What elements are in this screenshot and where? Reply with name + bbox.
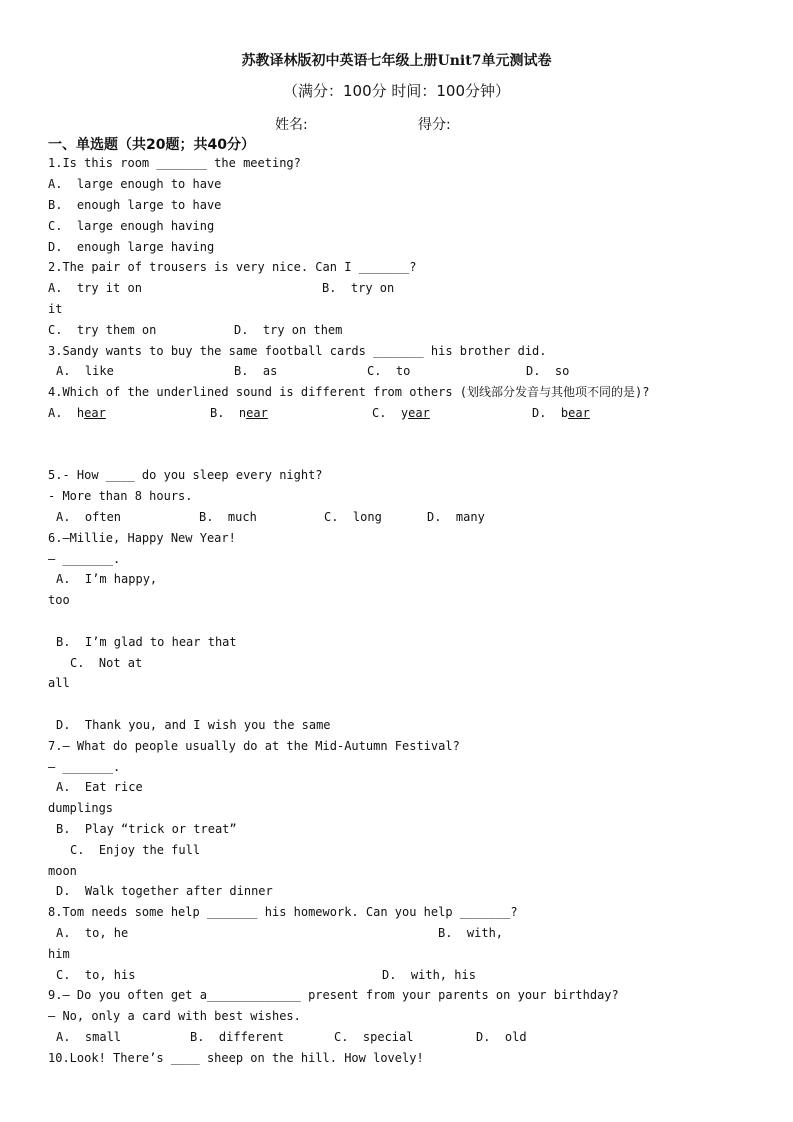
q7-reply: — _______.: [48, 760, 121, 774]
q4-option-b: B. near: [210, 406, 268, 420]
q7-stem: 7.— What do people usually do at the Mid-Autumn Festival?: [48, 739, 460, 753]
q9-option-c: C. special: [334, 1030, 414, 1044]
q4-option-d: D. bear: [532, 406, 590, 420]
q9-option-d: D. old: [476, 1030, 527, 1044]
q7-option-c: C. Enjoy the full: [70, 843, 201, 857]
q3-option-d: D. so: [526, 364, 570, 378]
q6-reply: — _______.: [48, 552, 121, 566]
q8-option-a: A. to, he: [56, 926, 129, 940]
q6-stem: 6.—Millie, Happy New Year!: [48, 531, 236, 545]
q6-option-d: D. Thank you, and I wish you the same: [56, 718, 331, 732]
q7-option-b: B. Play “trick or treat”: [56, 822, 237, 836]
q7-option-c-wrap: moon: [48, 864, 77, 878]
q3-stem: 3.Sandy wants to buy the same football cards _______ his brother did.: [48, 344, 547, 358]
q5-option-b: B. much: [199, 510, 257, 524]
q3-option-b: B. as: [234, 364, 278, 378]
q3-option-a: A. like: [56, 364, 114, 378]
q9-reply: — No, only a card with best wishes.: [48, 1009, 301, 1023]
q1-option-a: A. large enough to have: [48, 177, 222, 191]
q2-option-b-wrap: it: [48, 302, 63, 316]
q9-option-b: B. different: [190, 1030, 284, 1044]
q2-option-b: B. try on: [322, 281, 395, 295]
q8-stem: 8.Tom needs some help _______ his homework. Can you help _______?: [48, 905, 518, 919]
q8-option-b-wrap: him: [48, 947, 70, 961]
q6-option-b: B. I’m glad to hear that: [56, 635, 237, 649]
q8-option-d: D. with, his: [382, 968, 476, 982]
q5-option-c: C. long: [324, 510, 382, 524]
q5-stem: 5.- How ____ do you sleep every night?: [48, 468, 323, 482]
q9-stem: 9.— Do you often get a_____________ present from your parents on your birthday?: [48, 988, 619, 1002]
q5-option-d: D. many: [427, 510, 485, 524]
score-label: 得分:: [418, 117, 451, 133]
q5-option-a: A. often: [56, 510, 122, 524]
q3-option-c: C. to: [367, 364, 411, 378]
q8-option-c: C. to, his: [56, 968, 136, 982]
q7-option-a: A. Eat rice: [56, 780, 143, 794]
score-time-info: （满分：100分 时间：100分钟）: [282, 82, 511, 100]
q2-stem: 2.The pair of trousers is very nice. Can I _______?: [48, 260, 417, 274]
q6-option-a-wrap: too: [48, 593, 70, 607]
q4-option-c: C. year: [372, 406, 430, 420]
q4-stem: 4.Which of the underlined sound is different from others (划线部分发音与其他项不同的是)?: [48, 385, 650, 399]
q10-stem: 10.Look! There’s ____ sheep on the hill. How lovely!: [48, 1051, 424, 1065]
q2-option-c: C. try them on: [48, 323, 157, 337]
page-title: 苏教译林版初中英语七年级上册Unit7单元测试卷: [241, 53, 552, 69]
q8-option-b: B. with,: [438, 926, 504, 940]
q7-option-d: D. Walk together after dinner: [56, 884, 273, 898]
q6-option-c-wrap: all: [48, 676, 70, 690]
q7-option-a-wrap: dumplings: [48, 801, 114, 815]
q9-option-a: A. small: [56, 1030, 122, 1044]
q6-option-a: A. I’m happy,: [56, 572, 158, 586]
q1-option-b: B. enough large to have: [48, 198, 222, 212]
q6-option-c: C. Not at: [70, 656, 143, 670]
q4-option-a: A. hear: [48, 406, 106, 420]
section-title: 一、单选题（共20题；共40分）: [48, 137, 255, 153]
q1-option-d: D. enough large having: [48, 240, 215, 254]
q1-option-c: C. large enough having: [48, 219, 215, 233]
q5-reply: - More than 8 hours.: [48, 489, 193, 503]
q2-option-d: D. try on them: [234, 323, 343, 337]
name-label: 姓名:: [275, 117, 308, 133]
q1-stem: 1.Is this room _______ the meeting?: [48, 156, 301, 170]
q2-option-a: A. try it on: [48, 281, 142, 295]
